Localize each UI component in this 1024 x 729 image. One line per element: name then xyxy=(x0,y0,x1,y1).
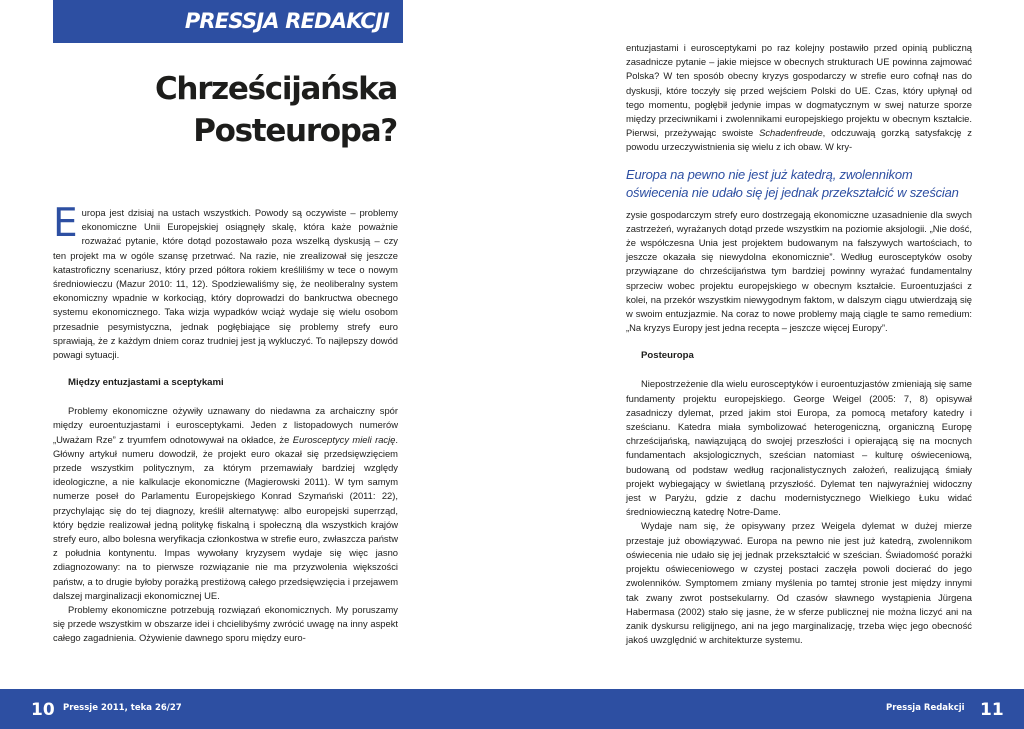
footer-bar xyxy=(0,689,1024,729)
intro-text: uropa jest dzisiaj na ustach wszystkich. Powody są oczywiste – problemy ekonomiczne Unii Europejskiej osiągnęły skalę, która każe poważnie rozważać pytanie, które dotąd pozostawało poza wszelką dyskusją – czy ten projekt ma w ogóle szansę przetrwać. Na razie, nie zrealizował się jeszcze katastroficzny scenariusz, który przed półtora rokiem kreśliliśmy w tece o nowym średniowieczu (Mazur 2010: 11, 12). Spodziewaliśmy się, że neoliberalny system ekonomiczny wpadnie w korkociąg, który doprowadzi do bankructwa obecnego systemu ekonomicznego. Taka wizja wypadków wciąż wydaje się wielu osobom przesadnie pesymistyczna, jednak pogłębiające się problemy strefy euro sprawiają, że z każdym dniem coraz trudniej jest ją wykluczyć. To najlepszy dowód powagi sytuacji. xyxy=(53,207,398,361)
page-number-left: 10 xyxy=(31,700,55,720)
paragraph-2 xyxy=(53,404,398,603)
subheading-entuzjasci: Między entuzjastami a sceptykami xyxy=(68,377,224,389)
page-number-right: 11 xyxy=(980,700,1004,720)
intro-paragraph xyxy=(53,201,398,362)
paragraph-3: Problemy ekonomiczne potrzebują rozwiązań ekonomicznych. My poruszamy się przede wszystkim w obszarze idei i chcielibyśmy zwrócić uwagę na inny aspekt całego zagadnienia. Ożywienie dawnego sporu między euro- xyxy=(53,604,398,644)
left-column xyxy=(53,201,398,646)
paragraph-2-text-b: . Główny artykuł numeru dowodził, że projekt euro okazał się przedsięwzięciem przede wszystkim politycznym, za którym przemawiały bardziej względy ideologiczne, a nie kalkulacje ekonomiczne (Magierowski 2011). W tym samym numerze poseł do Parlamentu Europejskiego Konrad Szymański (2011: 22), przychylając się do tej diagnozy, kreślił alternatywę: albo europejski superrząd, który będzie realizował jedną politykę fiskalną i społeczną dla wszystkich krajów strefy euro, albo bolesna weryfikacja członkostwa w strefie euro, zwłaszcza państw z południa kontynentu. Impas wywołany kryzysem wydaje się więc jasno zdiagnozowany: na to pierwsze rozwiązanie nie ma przyzwolenia większości państw, a to drugie byłoby porażką prestiżową całego przedsięwzięcia i przejawem dalszej marginalizacji ekonomicznej UE. xyxy=(53,433,398,601)
right-column xyxy=(626,41,972,647)
publication-info: Pressje 2011, teka 26/27 xyxy=(63,703,182,713)
drop-cap: E xyxy=(53,201,78,246)
section-label: PRESSJA REDAKCJI xyxy=(184,9,389,33)
continued-text-a: entuzjastami i eurosceptykami po raz kolejny postawiło przed opinią publiczną zasadnicze pytanie – jakie miejsce w obecnych strukturach UE powinna zajmować Polska? W ten sposób obecny kryzys gospodarczy w strefie euro cofnął nas do dyskusji, które toczyły się przed wejściem Polski do UE. Czas, który upłynął od tego momentu, pogłębił jedynie impas w dogmatycznym w swej naturze sporze między przeciwnikami i zwolennikami europejskiego projektu w obecnym kształcie. Pierwsi, przeżywając swoiste xyxy=(626,42,972,139)
continued-text-b: , odczuwają gorzką satysfakcję z powodu urzeczywistnienia się wielu z ich obaw. W kry- xyxy=(626,127,972,153)
paragraph-posteuropa-2: Wydaje nam się, że opisywany przez Weigela dylemat w dużej mierze przestaje już obowiązywać. Europa na pewno nie jest już katedrą, zwolennikom oświecenia nie udało się jej jednak przekształcić w sześcian. Świadomość porażki projektu oświeceniowego w czystej postaci zaczęła powoli docierać do jego zwolenników. Symptomem zmiany myślenia po tamtej stronie jest między innymi tak zwany zwrot postsekularny. Od czasów sławnego wystąpienia Jürgena Habermasa (2002) stało się jasne, że w sferze publicznej nie można liczyć ani na zanik dyskursu religijnego, ani na jego marginalizację, trzeba więc jego obecność jakoś uwzględnić w architekturze systemu. xyxy=(626,520,972,646)
section-header-bar xyxy=(53,0,403,43)
subheading-posteuropa: Posteuropa xyxy=(641,350,694,362)
article-title-line-2: Posteuropa? xyxy=(193,113,397,149)
continued-paragraph xyxy=(626,41,972,155)
pull-quote: Europa na pewno nie jest już katedrą, zwolennikom oświecenia nie udało się jej jednak przekształcić w sześcian xyxy=(626,166,959,200)
paragraph-posteuropa-1: Niepostrzeżenie dla wielu eurosceptyków i euroentuzjastów zmieniają się same fundamenty projektu europejskiego. George Weigel (2005: 7, 8) opisywał zasadniczy dylemat, przed jakim stoi Europa, za pomocą metafory katedry i sześcianu. Katedra miała symbolizować heterogeniczną, organiczną Europę chrześcijańską, nawiązującą do swojej przeszłości i opierającą się na mocnych fundamentach aksjologicznych, sześcian natomiast – kulturę oświeceniową, budowaną od podstaw według racjonalistycznych założeń, realizującą śmiały projekt wybiegający w świetlaną przyszłość. Dylemat ten najwyraźniej widoczny jest w Paryżu, gdzie z dachu modernistycznego Wielkiego Łuku widać średniowieczną katedrę Notre-Dame. xyxy=(626,378,972,518)
section-footer-label: Pressja Redakcji xyxy=(886,703,965,713)
paragraph-after-quote: zysie gospodarczym strefy euro dostrzegają ekonomiczne uzasadnienie dla swych zastrzeżeń, wyrażanych dotąd przede wszystkim na poziomie aksjologii. „Nie dość, że współczesna Unia jest projektem budowanym na fałszywych wartościach, to jeszcze okazała się niewydolna ekonomicznie”. Według eurosceptyków osoby przywiązane do chrześcijaństwa tym bardziej powinny wyrażać fundamentalny sprzeciw wobec projektu europejskiego w obecnym kształcie. Euroentuzjaści z kolei, na przekór wszystkim niewygodnym faktom, w dalszym ciągu utwierdzają się w swoim entuzjazmie. Na coraz to nowe problemy mają ciągle te samo remedium: „Na kryzys Europy jest jedna recepta – jeszcze więcej Europy”. xyxy=(626,208,972,334)
article-title-line-1: Chrześcijańska xyxy=(154,71,397,107)
continued-emphasis: Schadenfreude xyxy=(759,127,823,139)
paragraph-2-emphasis: Eurosceptycy mieli rację xyxy=(292,433,396,445)
paragraph-2-text-a: Problemy ekonomiczne ożywiły uznawany do niedawna za archaiczny spór między euroentuzjastami i eurosceptykami. Jeden z listopadowych numerów „Uważam Rze” z tryumfem odnotowywał na okładce, że xyxy=(53,405,398,445)
